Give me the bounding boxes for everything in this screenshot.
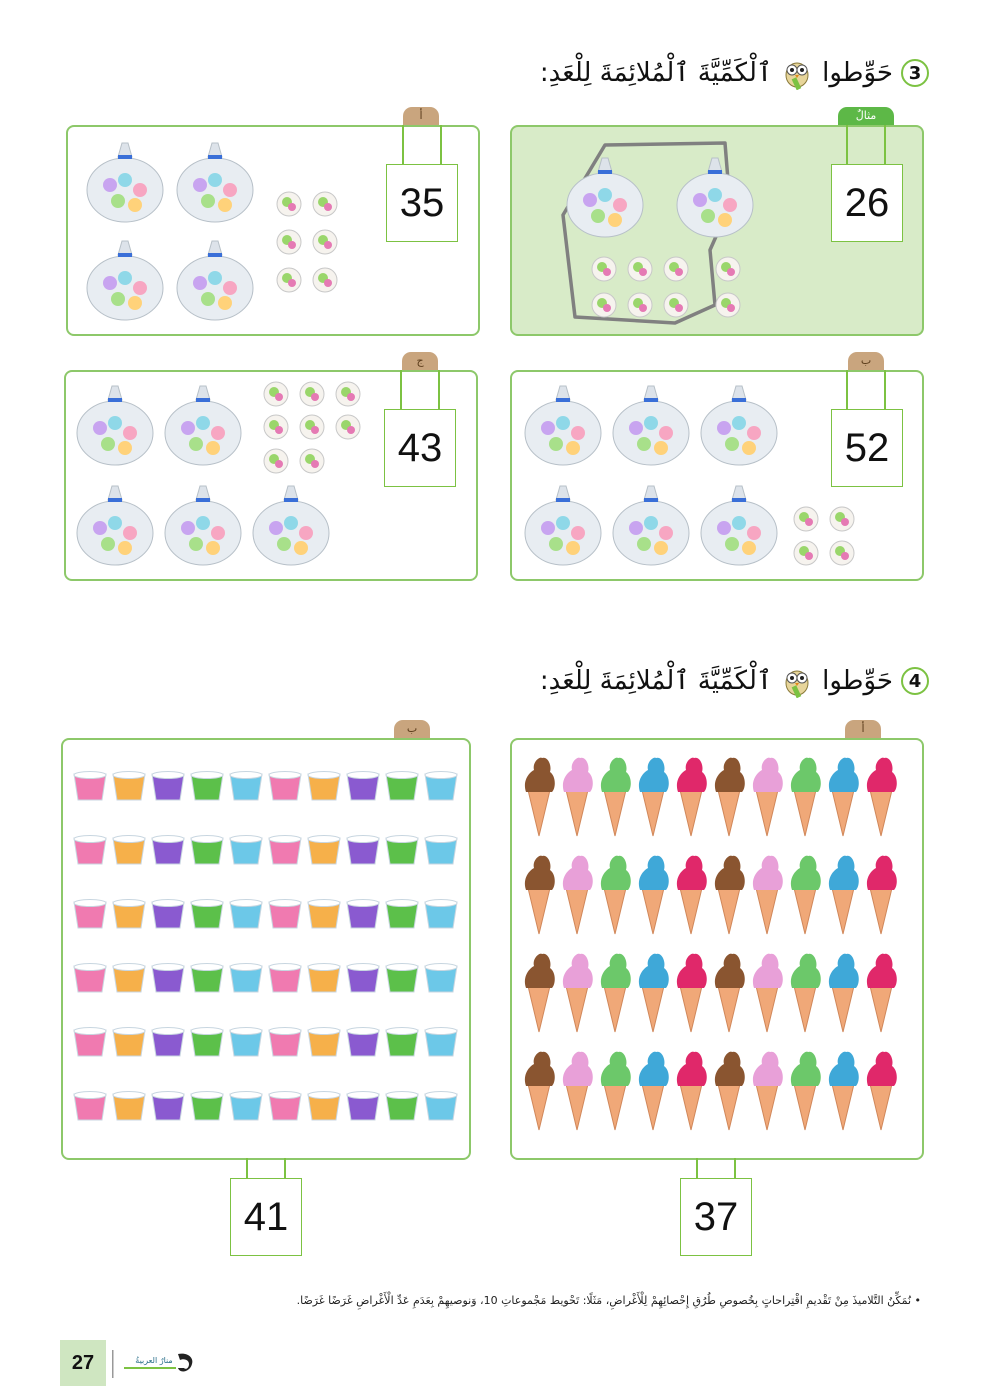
panel-a-number-card[interactable]: 35: [386, 164, 458, 242]
svg-text:منارٌ العربيةُ: منارٌ العربيةُ: [135, 1356, 173, 1365]
exercise-3-heading: [540, 56, 929, 90]
example-loose-marbles: [590, 255, 750, 325]
ice-cream-panel-tab: أ: [845, 720, 881, 738]
owl-pencil-icon: [780, 664, 814, 698]
exercise-4-instruction: ٱلْكَمِّيَّةَ ٱلْمُلائِمَةَ لِلْعَدِ:: [539, 666, 773, 696]
ice-cream-grid: [520, 752, 916, 1142]
exercise-3-number: 3: [901, 59, 929, 87]
panel-b-card-hanger: [846, 370, 886, 410]
jelly-number-card[interactable]: 41: [230, 1178, 302, 1256]
jelly-grid: [72, 770, 462, 1126]
panel-c-card-hanger: [400, 370, 440, 410]
exercise-3-instruction: ٱلْكَمِّيَّةَ ٱلْمُلائِمَةَ لِلْعَدِ:: [539, 58, 773, 88]
panel-c-loose-marbles: [262, 380, 368, 480]
jelly-panel-tab: ب: [394, 720, 430, 738]
ice-cream-number-card[interactable]: 37: [680, 1178, 752, 1256]
example-card-hanger: [846, 125, 886, 165]
exercise-4-number: 4: [901, 667, 929, 695]
panel-a-bags: [80, 135, 270, 325]
example-tab: مثالٌ: [838, 107, 894, 125]
panel-c-number-card[interactable]: 43: [384, 409, 456, 487]
publisher-logo: [112, 1348, 198, 1380]
panel-b-tab: ب: [848, 352, 884, 370]
example-bags: [560, 150, 760, 240]
teacher-footnote: • نُمَكِّنُ التَّلاميذَ مِنْ تَقْديمِ اقْتِراحاتٍ بِخُصوصِ طُرُقِ إِحْصائِهِمْ لِلْأَغْراضِ، مَثَلًا: تَحْويط مَجْموعاتِ 10، وَنوصيهِمْ بِعَدَمِ عَدِّ الْأَغْراضِ غَرَضًا غَرَضًا.: [296, 1294, 921, 1307]
ice-cream-card-hanger: [696, 1158, 736, 1180]
exercise-3-verb: حَوِّطوا: [822, 58, 893, 88]
panel-c-tab: ج: [402, 352, 438, 370]
example-number-card: 26: [831, 164, 903, 242]
panel-a-card-hanger: [402, 125, 442, 165]
exercise-4-verb: حَوِّطوا: [822, 666, 893, 696]
panel-a-loose-marbles: [275, 190, 345, 298]
panel-a-tab: أ: [403, 107, 439, 125]
page-number: 27: [60, 1340, 106, 1386]
panel-b-loose-marbles: [792, 505, 862, 569]
exercise-4-heading: [540, 664, 929, 698]
panel-b-number-card[interactable]: 52: [831, 409, 903, 487]
panel-b-bags: [518, 378, 788, 574]
jelly-card-hanger: [246, 1158, 286, 1180]
marble-bag-icon: [567, 158, 643, 237]
owl-pencil-icon: [780, 56, 814, 90]
marble-bag-icon: [677, 158, 753, 237]
